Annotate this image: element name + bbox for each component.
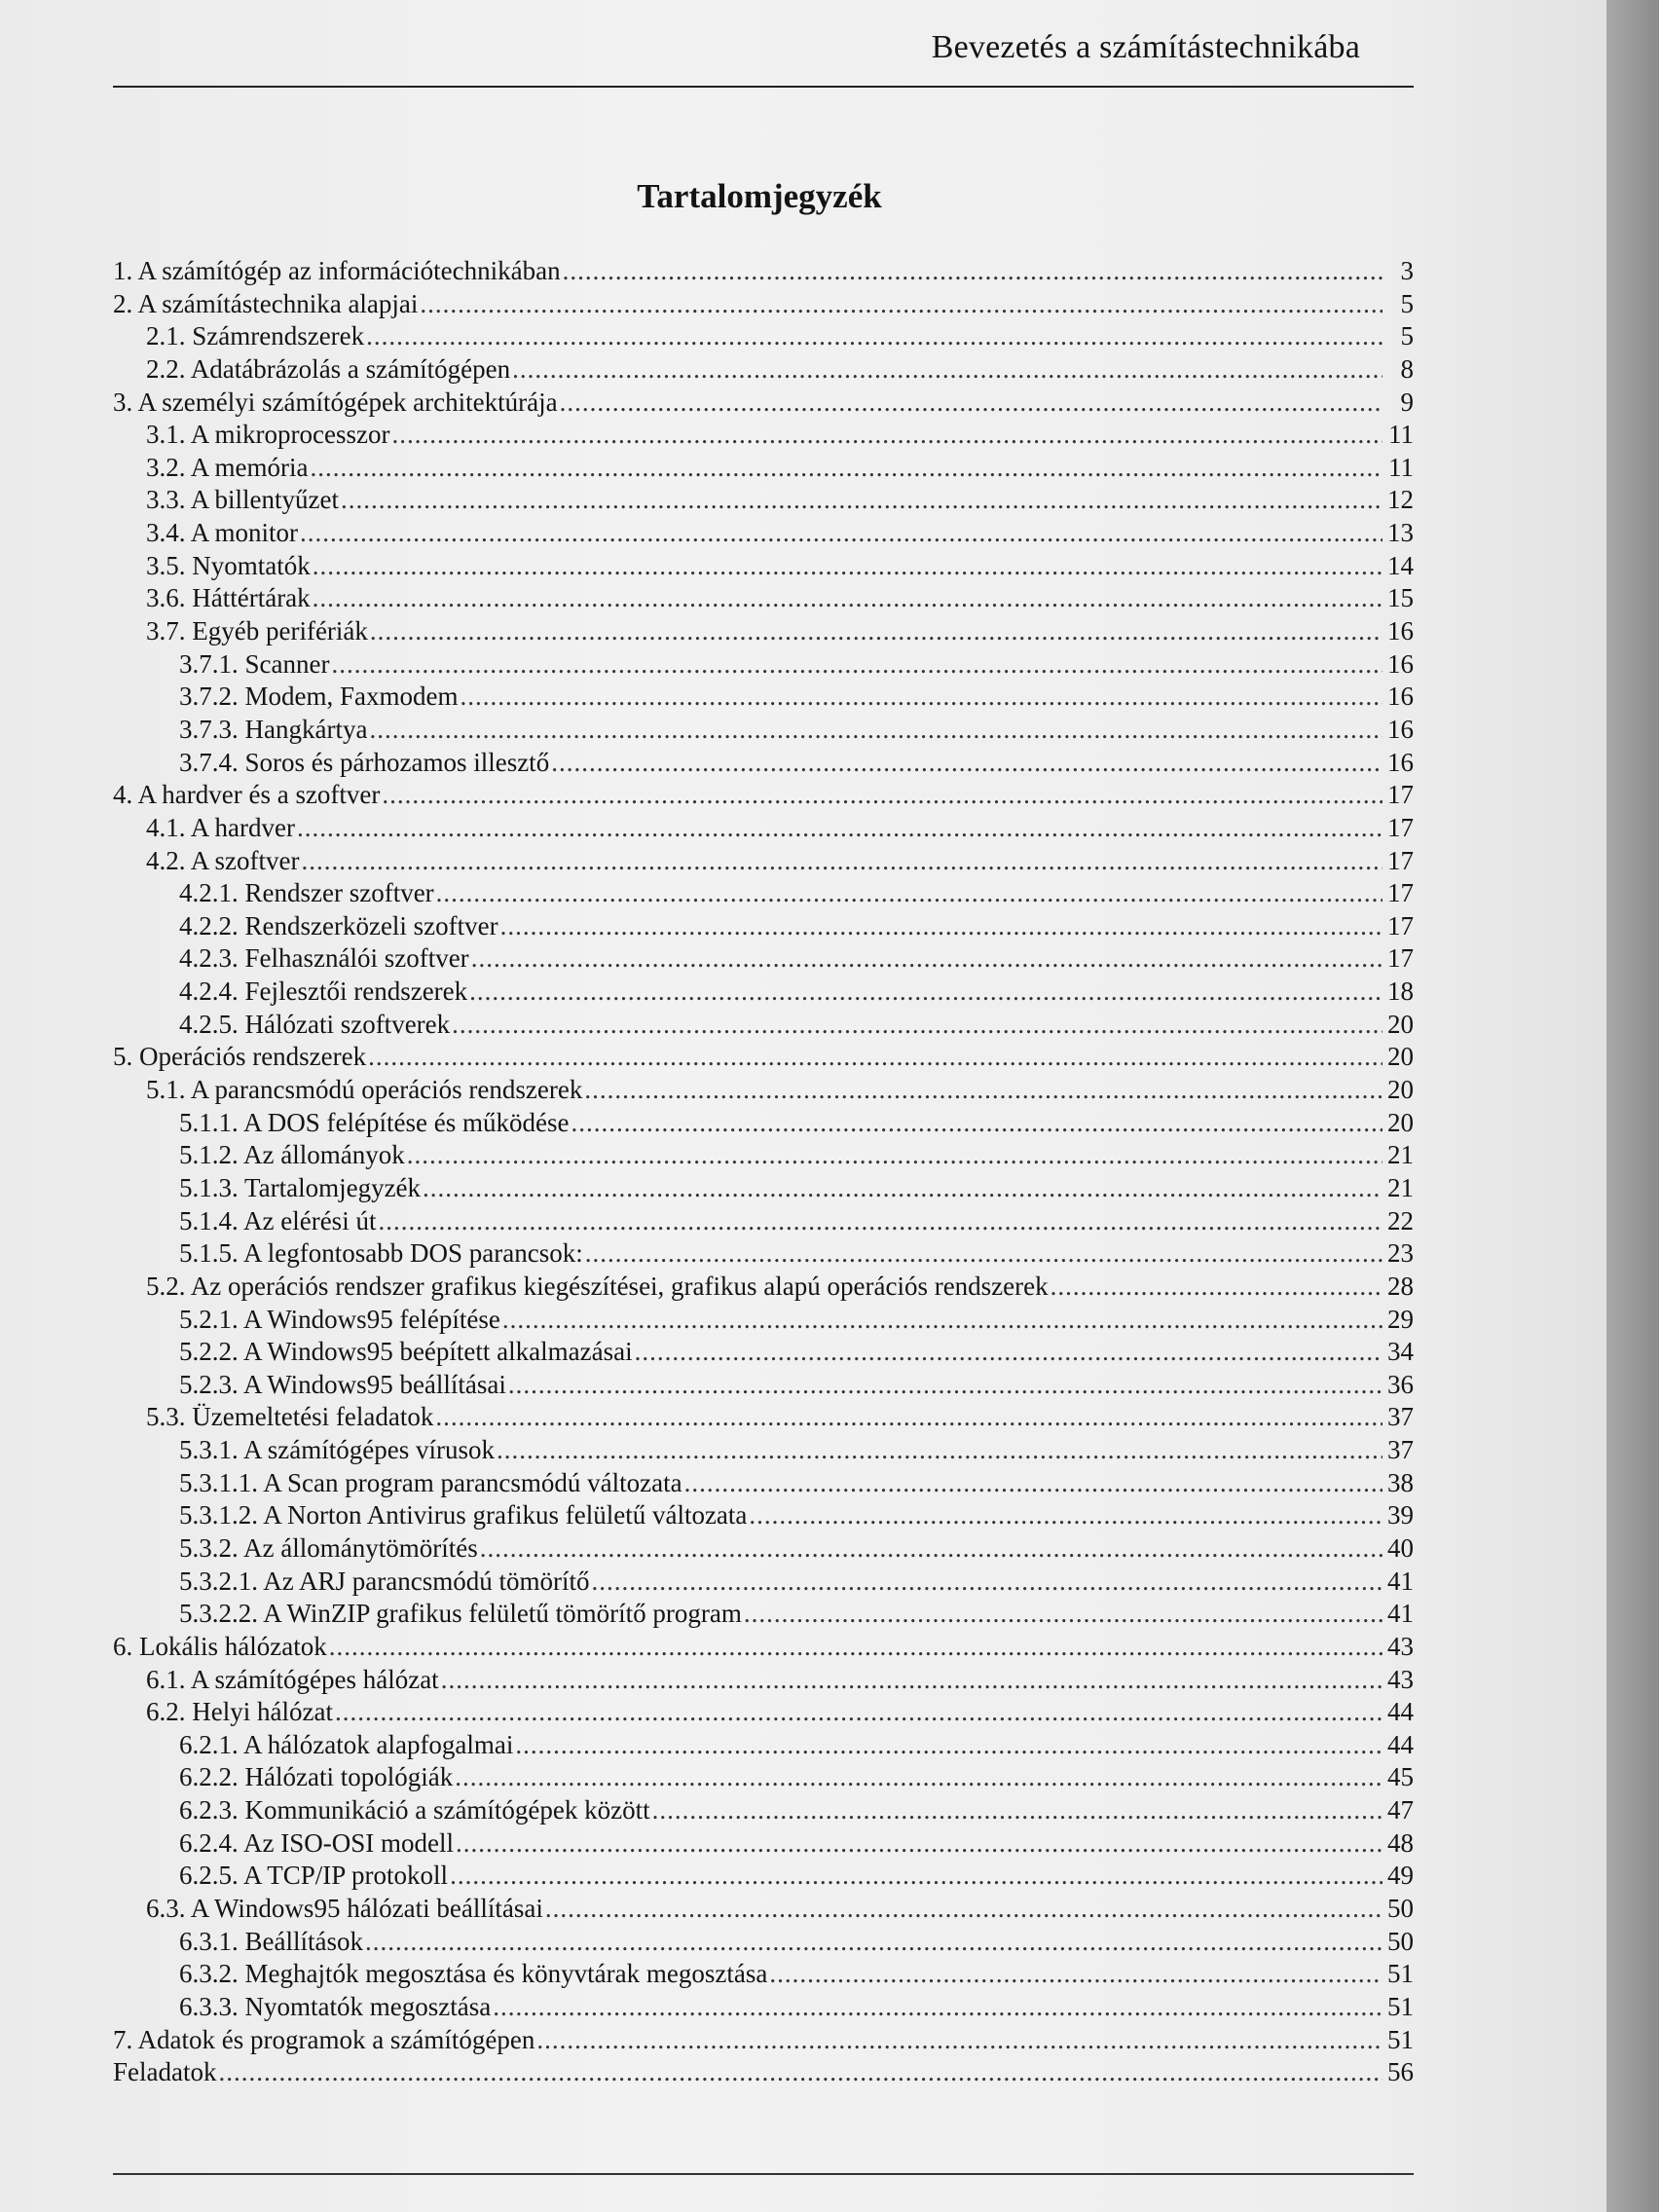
toc-entry-page: 8 (1400, 353, 1414, 384)
toc-entry-title: 3. A személyi számítógépek architektúrája (113, 387, 558, 417)
dot-leader (369, 714, 1382, 747)
toc-entry-page: 50 (1387, 1894, 1414, 1924)
toc-entry (113, 484, 1414, 517)
toc-entry-title: 5.1.5. A legfontosabb DOS parancsok: (179, 1238, 583, 1269)
header-rule (113, 86, 1414, 88)
dot-leader (382, 779, 1382, 812)
toc-entry-title: 5.1.4. Az elérési út (179, 1205, 377, 1235)
dot-leader (441, 1664, 1382, 1697)
dot-leader (480, 1532, 1382, 1566)
toc-entry-title: 4.2. A szoftver (146, 845, 300, 875)
toc-entry-title: 2.2. Adatábrázolás a számítógépen (146, 353, 511, 384)
dot-leader (365, 1926, 1382, 1959)
toc-entry-page: 38 (1387, 1467, 1414, 1497)
toc-entry-page: 48 (1387, 1827, 1414, 1858)
toc-entry-page: 41 (1387, 1599, 1414, 1629)
running-header: Bevezetés a számítástechnikába (931, 29, 1360, 65)
toc-entry-title: 3.7.3. Hangkártya (179, 714, 368, 744)
toc-entry (113, 1532, 1414, 1566)
dot-leader (1051, 1271, 1382, 1304)
toc-entry-title: 3.7.1. Scanner (179, 648, 330, 679)
toc-entry (113, 1139, 1414, 1172)
toc-entry-title: 3.6. Háttértárak (146, 583, 311, 613)
toc-entry-page: 18 (1387, 977, 1414, 1007)
toc-entry-title: 3.7.2. Modem, Faxmodem (179, 682, 459, 712)
toc-entry (113, 1271, 1414, 1304)
toc-entry-title: 4.2.2. Rendszerközeli szoftver (179, 910, 498, 940)
toc-entry (113, 942, 1414, 976)
toc-entry-title: 4.2.3. Felhasználói szoftver (179, 943, 469, 974)
toc-entry (113, 976, 1414, 1009)
toc-entry-page: 20 (1387, 1075, 1414, 1105)
toc-entry (113, 845, 1414, 878)
toc-entry (113, 419, 1414, 452)
toc-entry-page: 37 (1387, 1402, 1414, 1432)
toc-entry-title: 5.3.1.2. A Norton Antivirus grafikus felületű változata (179, 1500, 748, 1530)
dot-leader (456, 1827, 1382, 1861)
dot-leader (652, 1794, 1382, 1827)
toc-entry-title: 5.3.2.1. Az ARJ parancsmódú tömörítő (179, 1566, 590, 1596)
toc-entry-page: 20 (1387, 1042, 1414, 1072)
toc-entry (113, 2056, 1414, 2089)
toc-entry-page: 17 (1387, 910, 1414, 940)
page-edge (1606, 0, 1659, 2212)
toc-entry (113, 1926, 1414, 1959)
toc-entry-title: 6.2.3. Kommunikáció a számítógépek között (179, 1795, 650, 1825)
toc-entry-title: 6.2. Helyi hálózat (146, 1697, 333, 1727)
toc-entry-page: 11 (1388, 452, 1414, 482)
toc-entry-title: 6.3.3. Nyomtatók megosztása (179, 1991, 492, 2021)
toc-entry-page: 17 (1387, 878, 1414, 908)
toc-entry-title: 6. Lokális hálózatok (113, 1631, 327, 1661)
toc-entry-title: 6.3.2. Meghajtók megosztása és könyvtárak megosztása (179, 1959, 768, 1989)
toc-entry (113, 1729, 1414, 1762)
toc-entry (113, 387, 1414, 420)
toc-entry-page: 17 (1387, 812, 1414, 842)
dot-leader (545, 1893, 1382, 1926)
dot-leader (313, 582, 1382, 615)
toc-entry-title: 5.1.2. Az állományok (179, 1140, 405, 1170)
toc-entry-page: 22 (1387, 1205, 1414, 1235)
dot-leader (502, 1304, 1382, 1337)
toc-entry (113, 648, 1414, 682)
toc-entry (113, 1893, 1414, 1926)
toc-entry (113, 550, 1414, 583)
dot-leader (512, 353, 1382, 387)
toc-entry (113, 747, 1414, 780)
toc-entry-page: 23 (1387, 1238, 1414, 1269)
toc-entry-page: 16 (1387, 648, 1414, 679)
dot-leader (450, 1860, 1382, 1893)
toc-entry-page: 43 (1387, 1664, 1414, 1694)
dot-leader (508, 1369, 1382, 1402)
toc-entry (113, 1467, 1414, 1500)
toc-entry (113, 1336, 1414, 1369)
dot-leader (684, 1467, 1382, 1500)
toc-entry-page: 12 (1387, 485, 1414, 515)
toc-entry-page: 44 (1387, 1729, 1414, 1759)
toc-entry-title: 5.3. Üzemeltetési feladatok (146, 1402, 434, 1432)
toc-entry (113, 255, 1414, 288)
toc-entry-title: 5.2.2. A Windows95 beépített alkalmazásai (179, 1337, 633, 1367)
toc-entry-title: 4.2.4. Fejlesztői rendszerek (179, 977, 468, 1007)
toc-entry-page: 11 (1388, 420, 1414, 450)
toc-entry (113, 1958, 1414, 1991)
dot-leader (313, 550, 1382, 583)
toc-entry-title: 5.1. A parancsmódú operációs rendszerek (146, 1075, 583, 1105)
toc-entry-page: 20 (1387, 1009, 1414, 1039)
dot-leader (635, 1336, 1382, 1369)
toc-entry-page: 28 (1387, 1271, 1414, 1301)
toc-entry-title: 1. A számítógép az információtechnikában (113, 256, 561, 285)
toc-entry-title: 6.2.2. Hálózati topológiák (179, 1762, 454, 1792)
toc-entry-page: 16 (1387, 714, 1414, 744)
dot-leader (460, 681, 1382, 714)
toc-entry (113, 1205, 1414, 1238)
toc-entry-title: 3.5. Nyomtatók (146, 550, 311, 580)
toc-entry-title: 4.2.5. Hálózati szoftverek (179, 1009, 451, 1039)
toc-entry-page: 34 (1387, 1337, 1414, 1367)
dot-leader (551, 747, 1382, 780)
toc-entry-page: 39 (1387, 1500, 1414, 1530)
dot-leader (368, 1041, 1382, 1074)
toc-entry (113, 1107, 1414, 1140)
toc-entry-page: 15 (1387, 583, 1414, 613)
toc-entry (113, 320, 1414, 353)
dot-leader (452, 1009, 1382, 1042)
toc-entry (113, 1074, 1414, 1107)
dot-leader (515, 1729, 1382, 1762)
toc-entry-page: 16 (1387, 682, 1414, 712)
toc-entry (113, 877, 1414, 910)
toc-entry-title: 5.2.1. A Windows95 felépítése (179, 1304, 500, 1334)
dot-leader (591, 1566, 1382, 1599)
dot-leader (423, 1172, 1382, 1205)
toc-entry (113, 1172, 1414, 1205)
toc-entry (113, 1794, 1414, 1827)
toc-entry (113, 615, 1414, 648)
toc-entry-page: 5 (1400, 321, 1414, 351)
toc-entry-page: 36 (1387, 1369, 1414, 1399)
toc-entry-title: 5.1.1. A DOS felépítése és működése (179, 1107, 570, 1137)
dot-leader (435, 1401, 1382, 1434)
toc-entry-title: 6.3.1. Beállítások (179, 1926, 363, 1956)
dot-leader (769, 1958, 1382, 1991)
toc-entry-page: 17 (1387, 943, 1414, 974)
toc-entry (113, 1009, 1414, 1042)
toc-entry (113, 1499, 1414, 1532)
toc-entry-title: 6.2.5. A TCP/IP protokoll (179, 1861, 449, 1891)
toc-entry-title: 5.3.1. A számítógépes vírusok (179, 1435, 495, 1465)
toc-entry-page: 40 (1387, 1532, 1414, 1563)
toc-entry-page: 37 (1387, 1435, 1414, 1465)
toc-entry-title: 6.2.4. Az ISO-OSI modell (179, 1827, 454, 1858)
toc-entry (113, 910, 1414, 943)
dot-leader (744, 1598, 1382, 1631)
dot-leader (300, 517, 1382, 550)
toc-entry-page: 51 (1387, 1959, 1414, 1989)
toc-entry (113, 1434, 1414, 1467)
toc-entry-title: 5.1.3. Tartalomjegyzék (179, 1172, 422, 1202)
toc-entry-page: 5 (1400, 288, 1414, 318)
dot-leader (366, 320, 1382, 353)
toc-entry (113, 1598, 1414, 1631)
toc-entry (113, 812, 1414, 845)
toc-entry (113, 1566, 1414, 1599)
toc-entry-title: 3.7. Egyéb perifériák (146, 616, 368, 646)
toc-entry-page: 9 (1400, 387, 1414, 417)
toc-entry-page: 21 (1387, 1172, 1414, 1202)
toc-entry-title: 6.2.1. A hálózatok alapfogalmai (179, 1729, 514, 1759)
toc-entry (113, 1827, 1414, 1861)
toc-entry-title: 3.7.4. Soros és párhozamos illesztő (179, 747, 550, 777)
toc-entry-page: 16 (1387, 616, 1414, 646)
toc-entry (113, 1761, 1414, 1794)
toc-entry-page: 56 (1387, 2057, 1414, 2087)
toc-entry-title: 4.1. A hardver (146, 812, 295, 842)
toc-entry (113, 1369, 1414, 1402)
toc-entry-title: 2. A számítástechnika alapjai (113, 288, 419, 318)
toc-entry-title: 2.1. Számrendszerek (146, 321, 365, 351)
toc-entry-title: 3.4. A monitor (146, 518, 299, 548)
toc-entry-title: 4. A hardver és a szoftver (113, 780, 381, 810)
page-title: Tartalomjegyzék (637, 177, 882, 215)
toc-entry (113, 1631, 1414, 1664)
toc-entry-page: 44 (1387, 1697, 1414, 1727)
toc-entry-title: 3.3. A billentyűzet (146, 485, 339, 515)
toc-entry-title: 5. Operációs rendszerek (113, 1042, 367, 1072)
toc-entry-title: 3.2. A memória (146, 452, 309, 482)
toc-entry-title: Feladatok (113, 2057, 217, 2087)
toc-entry-page: 51 (1387, 1991, 1414, 2021)
dot-leader (471, 942, 1382, 976)
toc-entry-title: 6.3. A Windows95 hálózati beállításai (146, 1894, 543, 1924)
footer-rule (113, 2173, 1414, 2175)
toc-entry (113, 1237, 1414, 1271)
toc-entry-page: 49 (1387, 1861, 1414, 1891)
toc-entry-title: 6.1. A számítógépes hálózat (146, 1664, 439, 1694)
toc-entry (113, 1860, 1414, 1893)
toc-entry (113, 1696, 1414, 1729)
toc-entry-page: 21 (1387, 1140, 1414, 1170)
toc-entry-page: 41 (1387, 1566, 1414, 1596)
toc-entry (113, 779, 1414, 812)
toc-entry (113, 1401, 1414, 1434)
dot-leader (749, 1499, 1382, 1532)
dot-leader (407, 1139, 1382, 1172)
dot-leader (331, 648, 1382, 682)
dot-leader (584, 1074, 1382, 1107)
toc-entry-page: 50 (1387, 1926, 1414, 1956)
toc-entry-page: 51 (1387, 2024, 1414, 2054)
toc-entry (113, 2024, 1414, 2057)
dot-leader (585, 1237, 1382, 1271)
dot-leader (335, 1696, 1382, 1729)
dot-leader (391, 419, 1382, 452)
toc-entry-title: 5.2. Az operációs rendszer grafikus kiegészítései, grafikus alapú operációs rendszerek (146, 1271, 1049, 1301)
toc-entry-page: 43 (1387, 1631, 1414, 1661)
toc-entry-page: 20 (1387, 1107, 1414, 1137)
toc-entry (113, 1041, 1414, 1074)
dot-leader (500, 910, 1382, 943)
dot-leader (571, 1107, 1382, 1140)
toc-entry-page: 13 (1387, 518, 1414, 548)
dot-leader (497, 1434, 1382, 1467)
toc-entry (113, 288, 1414, 321)
toc-entry-title: 5.2.3. A Windows95 beállításai (179, 1369, 506, 1399)
dot-leader (536, 2024, 1382, 2057)
dot-leader (329, 1631, 1382, 1664)
toc-entry-title: 5.3.1.1. A Scan program parancsmódú változata (179, 1467, 682, 1497)
dot-leader (436, 877, 1382, 910)
dot-leader (378, 1205, 1382, 1238)
dot-leader (455, 1761, 1382, 1794)
dot-leader (297, 812, 1382, 845)
toc-entry-page: 3 (1400, 256, 1414, 285)
dot-leader (560, 387, 1382, 420)
toc-entry-page: 16 (1387, 747, 1414, 777)
toc-entry (113, 714, 1414, 747)
dot-leader (469, 976, 1382, 1009)
toc-entry-page: 47 (1387, 1795, 1414, 1825)
dot-leader (370, 615, 1382, 648)
toc-entry (113, 681, 1414, 714)
dot-leader (341, 484, 1382, 517)
toc-entry-title: 5.3.2.2. A WinZIP grafikus felületű tömörítő program (179, 1599, 742, 1629)
toc-entry (113, 1991, 1414, 2024)
toc-entry (113, 1664, 1414, 1697)
toc-entry-page: 17 (1387, 845, 1414, 875)
dot-leader (218, 2056, 1382, 2089)
toc-entry-page: 29 (1387, 1304, 1414, 1334)
toc-entry-page: 17 (1387, 780, 1414, 810)
toc-entry-title: 3.1. A mikroprocesszor (146, 420, 390, 450)
toc-entry (113, 582, 1414, 615)
toc-entry (113, 1304, 1414, 1337)
dot-leader (563, 255, 1382, 288)
toc-entry-title: 7. Adatok és programok a számítógépen (113, 2024, 535, 2054)
dot-leader (420, 288, 1382, 321)
dot-leader (301, 845, 1382, 878)
toc-entry-title: 5.3.2. Az állománytömörítés (179, 1532, 478, 1563)
dot-leader (310, 452, 1382, 485)
table-of-contents (113, 255, 1414, 2089)
toc-entry-title: 4.2.1. Rendszer szoftver (179, 878, 434, 908)
toc-entry (113, 353, 1414, 387)
dot-leader (493, 1991, 1382, 2024)
toc-entry-page: 45 (1387, 1762, 1414, 1792)
toc-entry (113, 517, 1414, 550)
toc-entry-page: 14 (1387, 550, 1414, 580)
toc-entry (113, 452, 1414, 485)
